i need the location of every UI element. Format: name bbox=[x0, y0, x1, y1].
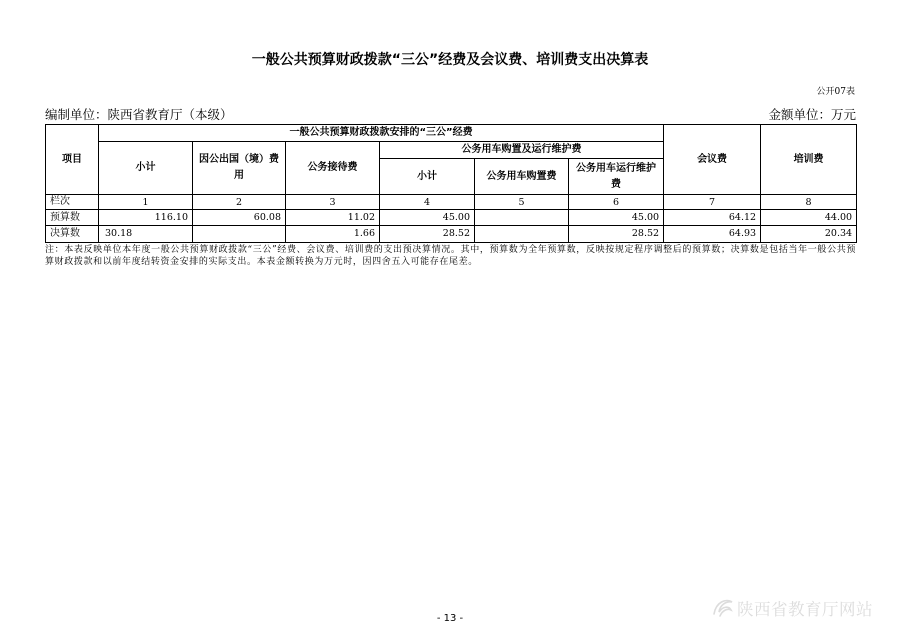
budget-overseas-travel: 60.08 bbox=[193, 210, 286, 226]
header-vehicle-subtotal: 小计 bbox=[380, 159, 475, 195]
column-index-cell: 3 bbox=[286, 195, 380, 210]
header-vehicle-operation: 公务用车运行维护费 bbox=[569, 159, 664, 195]
budget-training-fee: 44.00 bbox=[761, 210, 857, 226]
header-meeting-fee: 会议费 bbox=[664, 125, 761, 195]
header-overseas-travel: 因公出国（境）费用 bbox=[193, 142, 286, 195]
header-three-public-funds: 一般公共预算财政拨款安排的“三公”经费 bbox=[99, 125, 664, 142]
column-index-cell: 5 bbox=[475, 195, 569, 210]
column-index-cell: 6 bbox=[569, 195, 664, 210]
final-meeting-fee: 64.93 bbox=[664, 226, 761, 243]
expenditure-table bbox=[45, 124, 857, 243]
budget-three-public-subtotal: 116.10 bbox=[99, 210, 193, 226]
table-row-column-index bbox=[46, 195, 857, 210]
amount-unit: 金额单位：万元 bbox=[768, 107, 856, 122]
table-row-budget bbox=[46, 210, 857, 226]
final-three-public-subtotal: 30.18 bbox=[99, 226, 193, 243]
document-title: 一般公共预算财政拨款“三公”经费及会议费、培训费支出决算表 bbox=[251, 52, 649, 68]
row-label: 决算数 bbox=[46, 226, 99, 243]
row-label: 栏次 bbox=[46, 195, 99, 210]
header-vehicle-purchase: 公务用车购置费 bbox=[475, 159, 569, 195]
budget-vehicle-subtotal: 45.00 bbox=[380, 210, 475, 226]
column-index-cell: 2 bbox=[193, 195, 286, 210]
row-label: 预算数 bbox=[46, 210, 99, 226]
header-item: 项目 bbox=[46, 125, 99, 195]
table-row-final-accounts bbox=[46, 226, 857, 243]
header-vehicle-group: 公务用车购置及运行维护费 bbox=[380, 142, 664, 159]
header-training-fee: 培训费 bbox=[761, 125, 857, 195]
final-overseas-travel bbox=[193, 226, 286, 243]
final-vehicle-subtotal: 28.52 bbox=[380, 226, 475, 243]
column-index-cell: 1 bbox=[99, 195, 193, 210]
table-code: 公开07表 bbox=[816, 87, 855, 97]
header-row-1 bbox=[46, 125, 857, 142]
budget-official-reception: 11.02 bbox=[286, 210, 380, 226]
watermark-text: 陕西省教育厅网站 bbox=[737, 600, 873, 619]
watermark-logo-icon bbox=[710, 594, 736, 620]
budget-vehicle-operation: 45.00 bbox=[569, 210, 664, 226]
column-index-cell: 8 bbox=[761, 195, 857, 210]
page-number: - 13 - bbox=[436, 613, 464, 624]
budget-vehicle-purchase bbox=[475, 210, 569, 226]
budget-meeting-fee: 64.12 bbox=[664, 210, 761, 226]
final-training-fee: 20.34 bbox=[761, 226, 857, 243]
table-note: 注：本表反映单位本年度一般公共预算财政拨款“三公”经费、会议费、培训费的支出预决算情况。其中，预算数为全年预算数，反映按规定程序调整后的预算数；决算数是包括当年一般公共预算财政拨款和以前年度结转资金安排的实际支出。本表金额转换为万元时，因四舍五入可能存在尾差。 bbox=[45, 245, 856, 267]
column-index-cell: 7 bbox=[664, 195, 761, 210]
header-three-public-subtotal: 小计 bbox=[99, 142, 193, 195]
final-official-reception: 1.66 bbox=[286, 226, 380, 243]
header-official-reception: 公务接待费 bbox=[286, 142, 380, 195]
compiling-unit: 编制单位：陕西省教育厅（本级） bbox=[45, 107, 233, 122]
final-vehicle-purchase bbox=[475, 226, 569, 243]
column-index-cell: 4 bbox=[380, 195, 475, 210]
final-vehicle-operation: 28.52 bbox=[569, 226, 664, 243]
